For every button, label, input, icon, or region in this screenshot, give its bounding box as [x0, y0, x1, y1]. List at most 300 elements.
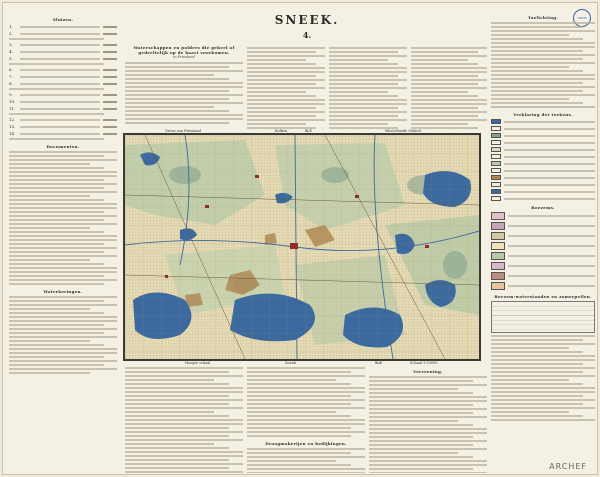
- map-top-label-2: Kolken: [275, 129, 288, 133]
- waterboards-heading: Waterschappen en polders die geheel of gedeeltelijk op de kaart voorkomen.: [133, 45, 235, 55]
- peat-heading: Verveening.: [413, 369, 443, 374]
- text-line: [9, 215, 117, 217]
- sluice-number: 8.: [9, 81, 13, 86]
- sluice-number: 6.: [9, 67, 13, 72]
- text-line: [329, 63, 398, 65]
- text-line: [247, 383, 351, 385]
- text-line: [125, 399, 243, 401]
- sluice-row: [9, 67, 117, 72]
- map-bottom-label-1: Hoogte schaal: [185, 361, 211, 365]
- sluice-row: [9, 106, 117, 111]
- text-line: [9, 155, 104, 157]
- text-line: [411, 59, 468, 61]
- archive-stamp: ARCH: [573, 9, 591, 27]
- text-line: [247, 468, 365, 470]
- text-line: [329, 107, 398, 109]
- text-line: [491, 383, 583, 385]
- text-line: [9, 199, 104, 201]
- text-line: [329, 59, 388, 61]
- text-line: [125, 439, 243, 441]
- sluice-number: 9.: [9, 92, 13, 97]
- text-line: [9, 179, 104, 181]
- bottom-block-3: [369, 365, 487, 473]
- text-line: [9, 344, 104, 346]
- text-line: [9, 372, 90, 374]
- waterboards-block: [125, 45, 243, 129]
- text-line: [247, 411, 336, 413]
- levels-table: [491, 301, 595, 333]
- bottom-block-1: [125, 365, 243, 473]
- text-line: [125, 395, 229, 397]
- legend-swatch: [491, 133, 501, 138]
- boezem-swatch: [491, 252, 505, 260]
- sheet-code-top: N.5: [305, 129, 312, 133]
- text-line: [369, 424, 473, 426]
- text-line: [9, 296, 117, 298]
- text-line: [491, 387, 595, 389]
- text-line: [247, 79, 325, 81]
- text-line: [491, 66, 569, 68]
- text-line: [491, 399, 595, 401]
- text-line: [329, 123, 388, 125]
- text-line: [329, 87, 407, 89]
- text-line: [411, 103, 487, 105]
- text-line: [491, 367, 595, 369]
- text-line: [491, 403, 583, 405]
- text-line: [125, 86, 243, 88]
- text-line: [491, 86, 595, 88]
- text-line: [369, 464, 487, 466]
- text-line: [247, 87, 325, 89]
- text-line: [411, 107, 478, 109]
- text-line: [491, 50, 583, 52]
- text-line: [491, 98, 569, 100]
- text-line: [9, 368, 117, 370]
- text-line: [125, 110, 229, 112]
- text-line: [125, 403, 229, 405]
- text-line: [369, 388, 458, 390]
- legend-swatch: [491, 161, 501, 166]
- text-line: [125, 387, 243, 389]
- map-bottom-label-3: Schaal 1:50000: [410, 361, 438, 365]
- text-line: [491, 34, 569, 36]
- legend-swatch: [491, 175, 501, 180]
- text-line: [329, 51, 398, 53]
- text-line: [247, 59, 306, 61]
- text-line: [369, 404, 473, 406]
- text-line: [247, 391, 365, 393]
- text-line: [329, 55, 407, 57]
- legend-swatch: [491, 196, 501, 201]
- text-line: [411, 123, 468, 125]
- text-line: [125, 419, 243, 421]
- sluice-number: 5.: [9, 56, 13, 61]
- text-line: [9, 340, 90, 342]
- text-line: [125, 118, 243, 120]
- map-top-label-3: Westerheide Gebied: [385, 129, 421, 133]
- text-line: [491, 391, 595, 393]
- text-line: [9, 283, 104, 285]
- text-line: [9, 348, 117, 350]
- text-line: [247, 99, 325, 101]
- text-line: [125, 66, 229, 68]
- documents-heading: Documenten.: [46, 144, 80, 149]
- text-line: [329, 91, 388, 93]
- boezem-swatch: [491, 222, 505, 230]
- text-line: [411, 79, 487, 81]
- documents-text: [9, 151, 117, 285]
- text-line: [329, 79, 407, 81]
- text-line: [411, 87, 487, 89]
- text-line: [9, 364, 104, 366]
- text-line: [9, 175, 117, 177]
- legend-row: [491, 196, 595, 201]
- left-column: [9, 17, 117, 472]
- text-line: [125, 114, 243, 116]
- text-line: [9, 227, 90, 229]
- sluice-number: 10.: [9, 99, 16, 104]
- text-line: [411, 63, 478, 65]
- legend-swatch: [491, 147, 501, 152]
- text-line: [125, 379, 214, 381]
- text-line: [9, 151, 117, 153]
- text-line: [247, 63, 316, 65]
- text-line: [369, 412, 473, 414]
- text-line: [329, 71, 407, 73]
- text-line: [411, 71, 487, 73]
- text-line: [491, 54, 595, 56]
- text-line: [247, 448, 365, 450]
- text-line: [125, 70, 243, 72]
- text-line: [247, 464, 351, 466]
- text-line: [491, 90, 583, 92]
- sluice-row: [9, 92, 117, 97]
- text-line: [491, 363, 583, 365]
- text-line: [9, 267, 117, 269]
- text-line: [125, 391, 243, 393]
- legend-row: [491, 126, 595, 131]
- text-line: [491, 335, 595, 337]
- legend-swatch: [491, 140, 501, 145]
- text-line: [247, 371, 351, 373]
- text-line: [369, 380, 473, 382]
- text-line: [9, 191, 117, 193]
- text-line: [125, 463, 243, 465]
- text-line: [491, 355, 595, 357]
- sluice-number: 13.: [9, 124, 16, 129]
- text-line: [9, 255, 117, 257]
- text-line: [411, 91, 468, 93]
- boezem-row: [491, 232, 595, 240]
- text-line: [125, 435, 229, 437]
- text-line: [369, 460, 487, 462]
- legend-row: [491, 133, 595, 138]
- legend-row: [491, 147, 595, 152]
- text-line: [247, 71, 325, 73]
- text-line: [9, 207, 117, 209]
- text-line: [9, 219, 104, 221]
- text-line: [491, 78, 595, 80]
- boezem-row: [491, 272, 595, 280]
- text-line: [411, 67, 487, 69]
- text-line: [329, 111, 407, 113]
- text-line: [9, 360, 117, 362]
- text-line: [329, 67, 407, 69]
- text-line: [411, 55, 487, 57]
- sluice-list: [9, 24, 117, 140]
- text-line: [329, 95, 398, 97]
- sluice-row: [9, 131, 117, 136]
- text-line: [369, 392, 473, 394]
- sluice-number: 12.: [9, 117, 16, 122]
- text-line: [247, 472, 365, 473]
- text-line: [369, 468, 473, 470]
- text-line: [125, 102, 243, 104]
- text-line: [369, 400, 487, 402]
- text-line: [125, 443, 214, 445]
- sheet-number: 4.: [302, 30, 312, 40]
- explanation-heading: Toelichting.: [527, 15, 559, 20]
- legend-row: [491, 154, 595, 159]
- text-line: [369, 456, 473, 458]
- boezem-row: [491, 282, 595, 290]
- text-line: [247, 460, 336, 462]
- text-line: [369, 452, 458, 454]
- legend-swatch: [491, 126, 501, 131]
- text-line: [9, 320, 117, 322]
- sheet-code-bottom: N.6: [375, 361, 382, 365]
- text-line: [411, 83, 478, 85]
- text-line: [491, 379, 569, 381]
- text-line: [411, 111, 487, 113]
- text-line: [247, 435, 351, 437]
- text-line: [125, 78, 229, 80]
- text-line: [491, 106, 595, 108]
- text-line: [247, 379, 336, 381]
- legend-swatch: [491, 189, 501, 194]
- text-line: [9, 316, 117, 318]
- text-line: [369, 384, 487, 386]
- text-line: [247, 103, 325, 105]
- left-column-heading: Sluizen.: [52, 17, 74, 22]
- boezems-legend: [491, 212, 595, 290]
- text-line: [411, 47, 487, 49]
- text-line: [329, 115, 398, 117]
- text-line: [9, 352, 117, 354]
- archive-watermark: ARCHEF: [549, 462, 587, 471]
- text-line: [247, 419, 365, 421]
- text-line: [9, 312, 104, 314]
- text-line: [125, 411, 214, 413]
- text-line: [247, 55, 325, 57]
- text-line: [9, 243, 104, 245]
- sluice-row: [9, 24, 117, 29]
- text-line: [491, 42, 595, 44]
- reclamations-heading: Droogmakerijen en bedijkingen.: [265, 441, 347, 446]
- text-line: [9, 235, 117, 237]
- text-line: [125, 90, 229, 92]
- map-top-label-1: Grens van Friesland: [165, 129, 201, 133]
- text-line: [329, 119, 407, 121]
- legend-swatch: [491, 119, 501, 124]
- text-line: [125, 447, 229, 449]
- sluice-row: [9, 117, 117, 122]
- sluice-number: 3.: [9, 42, 13, 47]
- text-line: [125, 74, 214, 76]
- text-line: [247, 111, 325, 113]
- text-line: [247, 47, 325, 49]
- text-line: [247, 51, 316, 53]
- text-line: [369, 472, 487, 473]
- text-line: [491, 407, 595, 409]
- text-line: [9, 263, 104, 265]
- map-sheet: [2, 2, 598, 475]
- text-line: [369, 408, 487, 410]
- text-line: [247, 83, 316, 85]
- text-line: [247, 95, 316, 97]
- boezem-swatch: [491, 212, 505, 220]
- legend-heading: Verklaring der teekens.: [513, 112, 573, 117]
- text-line: [491, 62, 595, 64]
- text-line: [9, 308, 90, 310]
- legend-swatch: [491, 168, 501, 173]
- text-line: [411, 51, 478, 53]
- sheet-title: SNEEK.: [274, 13, 340, 27]
- sluice-number: 14.: [9, 131, 16, 136]
- text-line: [411, 119, 487, 121]
- map-graphic: [125, 135, 479, 359]
- text-line: [125, 94, 243, 96]
- text-line: [247, 395, 351, 397]
- text-line: [247, 375, 365, 377]
- legend-swatch: [491, 182, 501, 187]
- text-line: [9, 203, 117, 205]
- legend: [491, 119, 595, 201]
- text-line: [329, 99, 407, 101]
- levels-heading: Boezem-waterstanden en zomerpeilen.: [494, 294, 592, 299]
- text-line: [491, 347, 569, 349]
- text-line: [411, 75, 478, 77]
- legend-row: [491, 140, 595, 145]
- text-line: [491, 74, 595, 76]
- text-line: [491, 411, 569, 413]
- text-line: [9, 171, 117, 173]
- sluice-row: [9, 124, 117, 129]
- text-line: [329, 75, 398, 77]
- text-line: [491, 371, 583, 373]
- text-line: [9, 336, 117, 338]
- legend-swatch: [491, 154, 501, 159]
- sluice-row: [9, 56, 117, 61]
- text-line: [9, 195, 90, 197]
- sluice-row: [9, 81, 117, 86]
- text-line: [329, 103, 407, 105]
- text-line: [125, 82, 243, 84]
- topographic-map[interactable]: [123, 129, 481, 365]
- text-line: [125, 375, 243, 377]
- boezem-row: [491, 262, 595, 270]
- text-line: [9, 251, 104, 253]
- text-line: [491, 46, 595, 48]
- text-line: [9, 247, 117, 249]
- text-line: [247, 415, 351, 417]
- text-line: [125, 407, 243, 409]
- text-line: [9, 187, 104, 189]
- text-line: [491, 94, 595, 96]
- text-line: [125, 467, 229, 469]
- text-line: [247, 67, 325, 69]
- text-line: [125, 367, 243, 369]
- text-line: [369, 440, 487, 442]
- text-line: [9, 231, 104, 233]
- text-line: [369, 432, 487, 434]
- sluice-number: 7.: [9, 74, 13, 79]
- text-line: [247, 107, 316, 109]
- text-line: [491, 22, 595, 24]
- text-line: [9, 259, 90, 261]
- text-line: [491, 58, 583, 60]
- text-line: [247, 431, 365, 433]
- text-line: [125, 451, 243, 453]
- text-line: [247, 456, 365, 458]
- text-line: [125, 459, 229, 461]
- text-line: [125, 98, 229, 100]
- text-line: [491, 415, 583, 417]
- bottom-block-2: [247, 365, 365, 473]
- sluice-row: [9, 42, 117, 47]
- dikes-text: [9, 296, 117, 374]
- legend-row: [491, 189, 595, 194]
- text-line: [9, 304, 117, 306]
- text-line: [369, 436, 473, 438]
- boezems-heading: Boezems.: [531, 205, 555, 210]
- explanation-text: [491, 22, 595, 108]
- text-line: [491, 82, 583, 84]
- text-line: [125, 62, 243, 64]
- boezem-row: [491, 222, 595, 230]
- boezem-row: [491, 252, 595, 260]
- text-line: [9, 300, 104, 302]
- waterboards-list-a: [247, 45, 325, 129]
- sluice-row: [9, 49, 117, 54]
- text-line: [491, 38, 583, 40]
- text-line: [247, 75, 316, 77]
- text-line: [369, 448, 487, 450]
- text-line: [9, 239, 117, 241]
- text-line: [9, 163, 90, 165]
- boezem-swatch: [491, 242, 505, 250]
- text-line: [369, 420, 458, 422]
- text-line: [9, 167, 104, 169]
- text-line: [411, 115, 478, 117]
- legend-row: [491, 182, 595, 187]
- text-line: [9, 279, 117, 281]
- right-tail-text: [491, 335, 595, 421]
- map-bottom-label-2: Sneek: [285, 361, 296, 365]
- legend-row: [491, 168, 595, 173]
- text-line: [247, 123, 306, 125]
- text-line: [9, 324, 104, 326]
- sluice-number: 4.: [9, 49, 13, 54]
- text-line: [329, 47, 407, 49]
- text-line: [125, 455, 243, 457]
- boezem-swatch: [491, 282, 505, 290]
- text-line: [329, 83, 398, 85]
- text-line: [411, 99, 487, 101]
- text-line: [491, 26, 583, 28]
- boezem-row: [491, 242, 595, 250]
- text-line: [491, 339, 583, 341]
